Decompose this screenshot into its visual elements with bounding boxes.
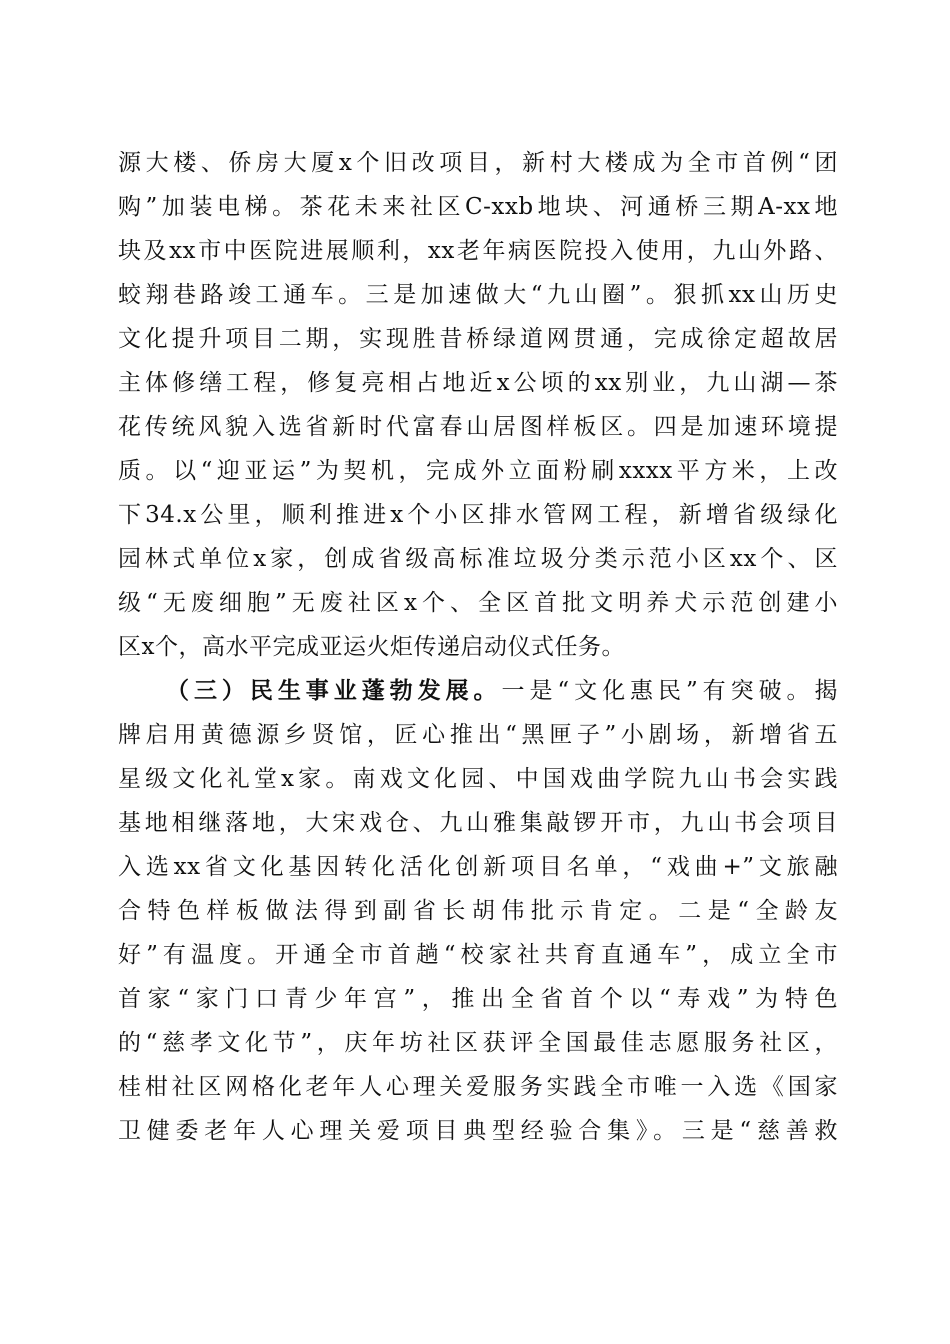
text-line: 的“慈孝文化节”，庆年坊社区获评全国最佳志愿服务社区， xyxy=(118,1030,838,1056)
text-line: 源大楼、侨房大厦x个旧改项目，新村大楼成为全市首例“团 xyxy=(118,150,838,176)
section-heading-line xyxy=(118,669,838,713)
text-line: 质。以“迎亚运”为契机，完成外立面粉刷xxxx平方米，上改 xyxy=(118,458,838,484)
text-line: 基地相继落地，大宋戏仓、九山雅集敲锣开市，九山书会项目 xyxy=(118,810,838,836)
text-line: 级“无废细胞”无废社区x个、全区首批文明养犬示范创建小 xyxy=(118,590,838,616)
text-line: 园林式单位x家，创成省级高标准垃圾分类示范小区xx个、区 xyxy=(118,546,838,572)
text-line: 块及xx市中医院进展顺利，xx老年病医院投入使用，九山外路、 xyxy=(118,238,838,264)
text-line: 蛟翔巷路竣工通车。三是加速做大“九山圈”。狠抓xx山历史 xyxy=(118,282,838,308)
text-line: 首家“家门口青少年宫”，推出全省首个以“寿戏”为特色 xyxy=(118,986,838,1012)
body-text xyxy=(118,141,838,1153)
text-line: 文化提升项目二期，实现胜昔桥绿道网贯通，完成徐定超故居 xyxy=(118,326,838,352)
text-line: 合特色样板做法得到副省长胡伟批示肯定。二是“全龄友 xyxy=(118,898,838,924)
text-line: 卫健委老年人心理关爱项目典型经验合集》。三是“慈善救 xyxy=(118,1118,838,1144)
text-line: 下34.x公里，顺利推进x个小区排水管网工程，新增省级绿化 xyxy=(118,502,838,528)
text-line: 星级文化礼堂x家。南戏文化园、中国戏曲学院九山书会实践 xyxy=(118,766,838,792)
section-heading: （三）民生事业蓬勃发展。 xyxy=(166,677,502,704)
text-line: 主体修缮工程，修复亮相占地近x公顷的xx别业，九山湖—茶 xyxy=(118,370,838,396)
text-line: 桂柑社区网格化老年人心理关爱服务实践全市唯一入选《国家 xyxy=(118,1074,838,1100)
text-line: 花传统风貌入选省新时代富春山居图样板区。四是加速环境提 xyxy=(118,414,838,440)
text-line: 好”有温度。开通全市首趟“校家社共育直通车”，成立全市 xyxy=(118,942,838,968)
text-line: 区x个，高水平完成亚运火炬传递启动仪式任务。 xyxy=(118,634,625,660)
section-first-line-text: 一是“文化惠民”有突破。揭 xyxy=(501,678,838,704)
text-line: 牌启用黄德源乡贤馆，匠心推出“黑匣子”小剧场，新增省五 xyxy=(118,722,838,748)
text-line: 入选xx省文化基因转化活化创新项目名单，“戏曲+”文旅融 xyxy=(118,854,838,880)
text-line: 购”加装电梯。茶花未来社区C-xxb地块、河通桥三期A-xx地 xyxy=(118,194,838,220)
